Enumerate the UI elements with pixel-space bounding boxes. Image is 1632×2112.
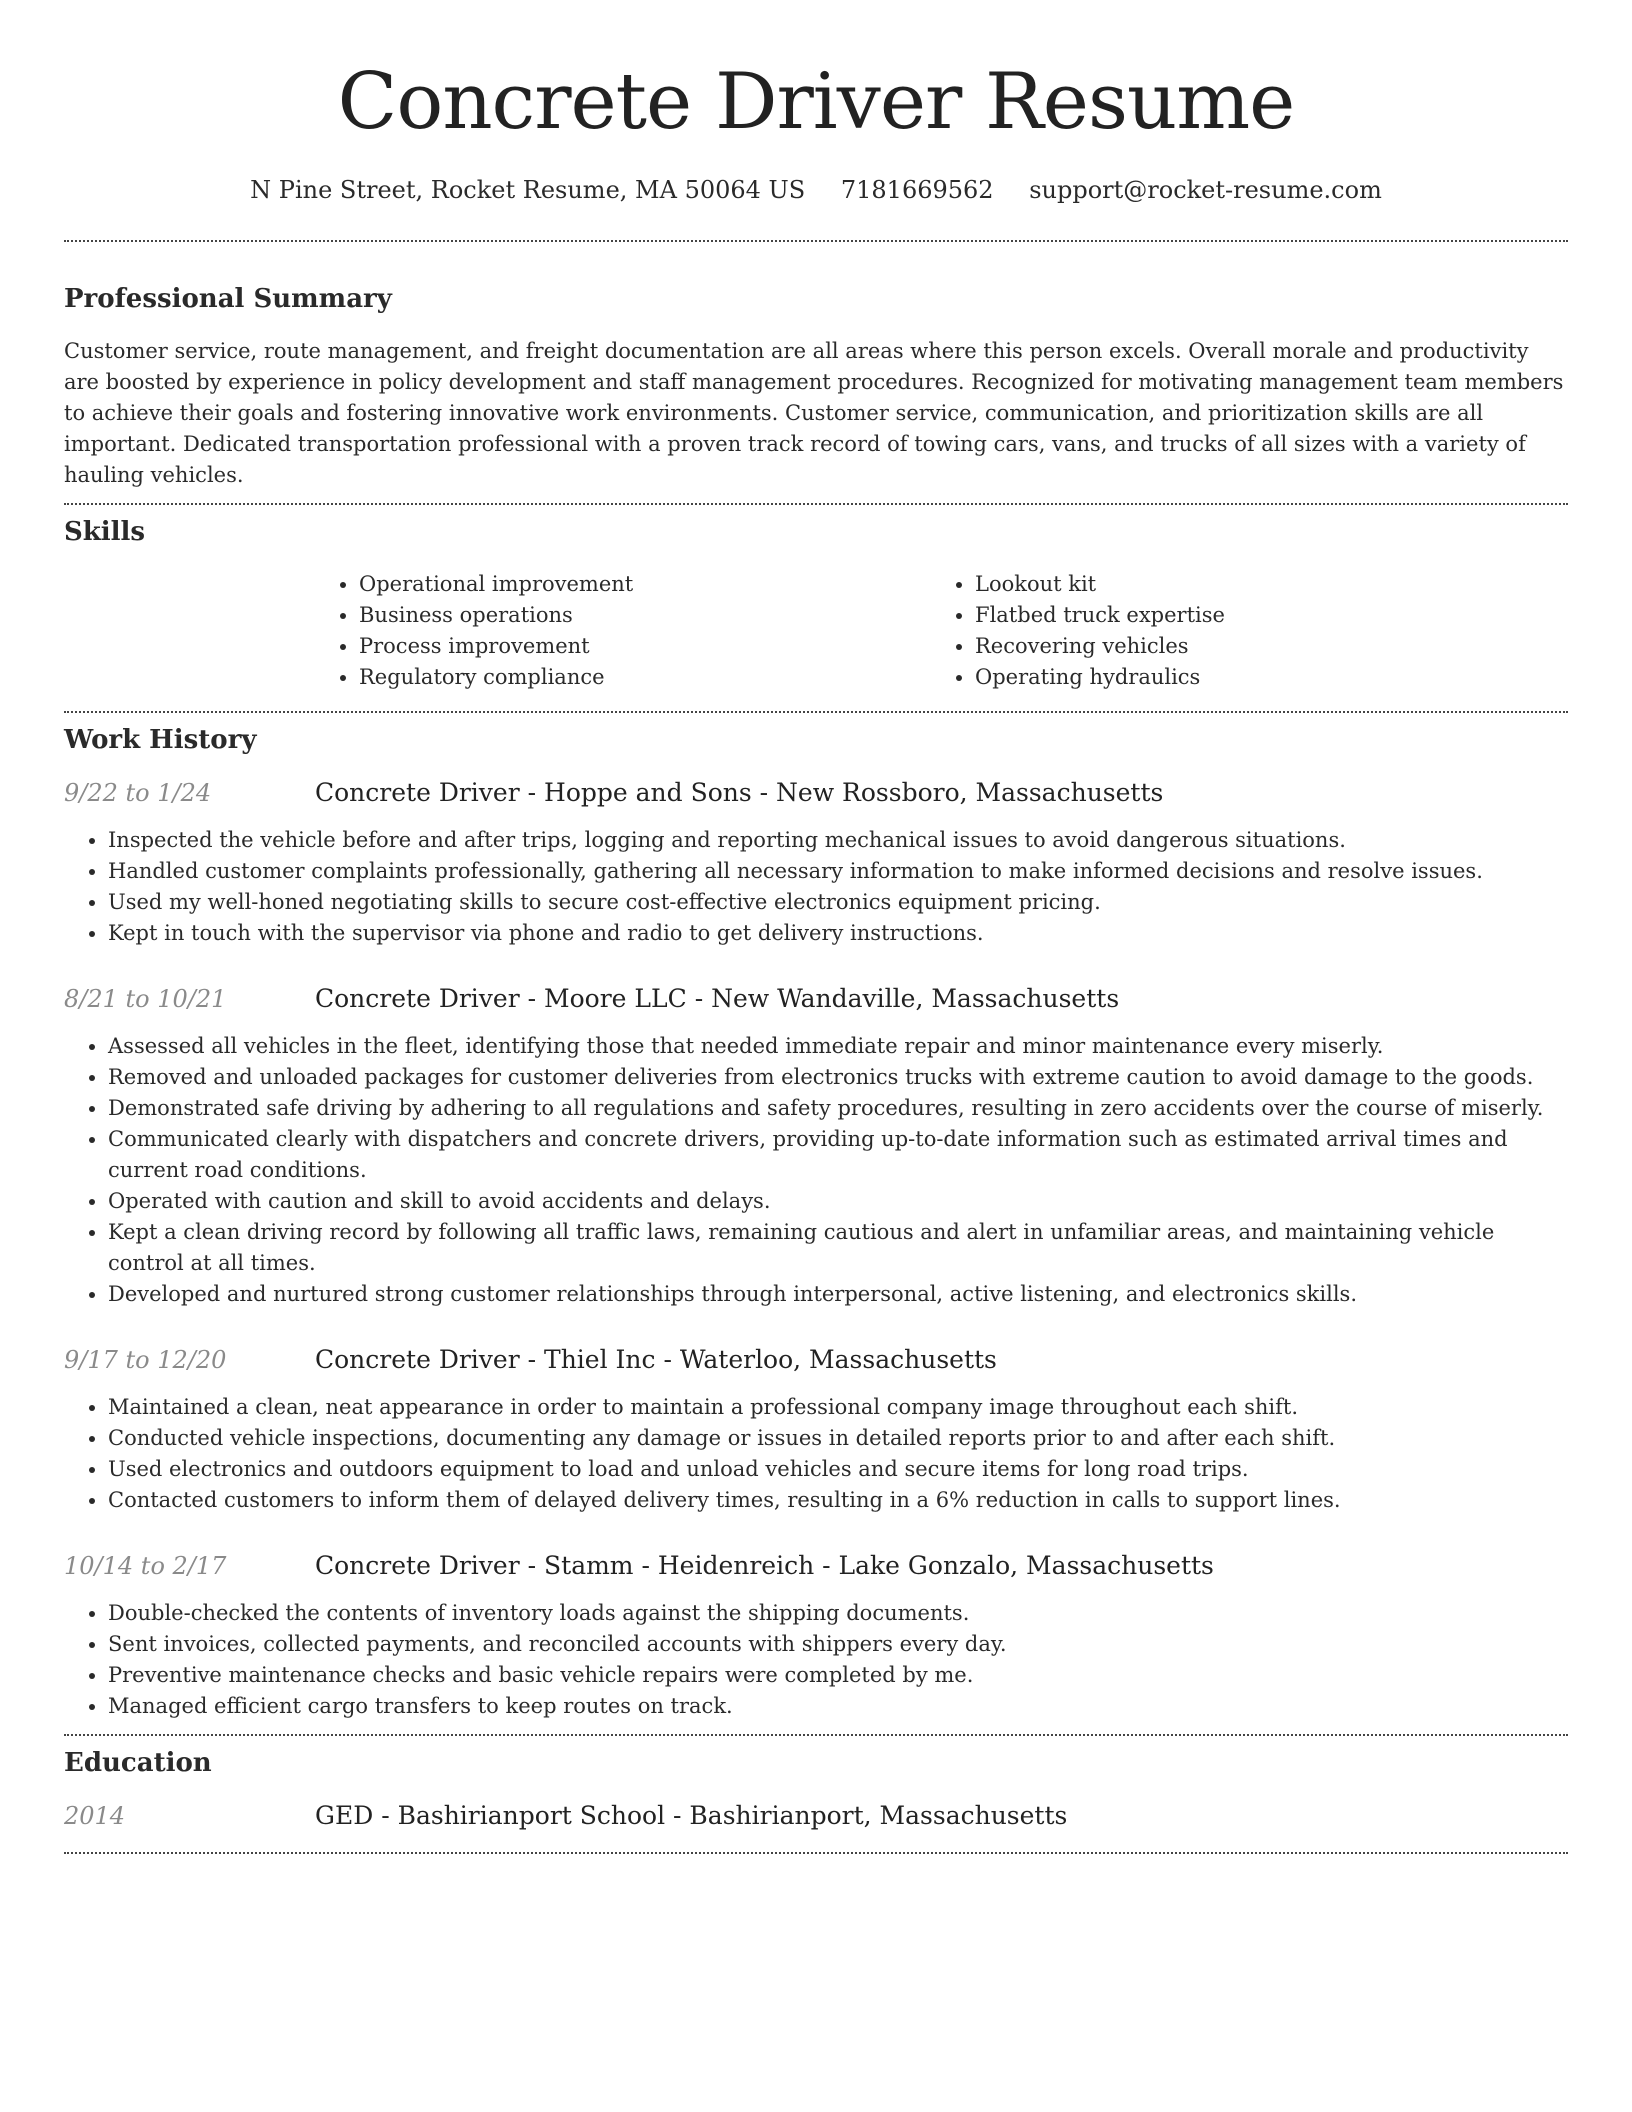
divider — [64, 711, 1568, 713]
job-header — [64, 1344, 1568, 1376]
job-date: 9/22 to 1/24 — [64, 779, 212, 807]
summary-heading: Professional Summary — [64, 284, 392, 314]
job-bullet: • Demonstrated safe driving by adhering to all regulations and safety procedures, resulting in zero accidents over the course of miserly. — [108, 1093, 1568, 1124]
job-date: 9/17 to 12/20 — [64, 1346, 227, 1374]
skill-item: • Operational improvement — [359, 569, 931, 600]
skills-grid — [315, 569, 1568, 693]
skills-list-left — [315, 569, 931, 693]
summary-section — [64, 282, 1568, 491]
job-date: 8/21 to 10/21 — [64, 985, 227, 1013]
job-bullet: • Inspected the vehicle before and after trips, logging and reporting mechanical issues to avoid dangerous situations. — [108, 825, 1568, 856]
divider — [64, 240, 1568, 242]
job-bullet: • Preventive maintenance checks and basic vehicle repairs were completed by me. — [108, 1660, 1568, 1691]
skill-item: • Process improvement — [359, 631, 931, 662]
job-bullet: • Kept a clean driving record by following all traffic laws, remaining cautious and alert in unfamiliar areas, and maintaining vehicle control at all times. — [108, 1217, 1568, 1279]
divider — [64, 1734, 1568, 1736]
skill-item: • Regulatory compliance — [359, 662, 931, 693]
skills-heading: Skills — [64, 517, 146, 547]
job-bullets — [64, 1031, 1568, 1310]
job-header — [64, 1550, 1568, 1582]
job-title: Concrete Driver - Thiel Inc - Waterloo, Massachusetts — [315, 1345, 997, 1374]
skill-item: • Lookout kit — [975, 569, 1547, 600]
resume-title: Concrete Driver Resume — [337, 57, 1295, 147]
job-title: Concrete Driver - Stamm - Heidenreich - Lake Gonzalo, Massachusetts — [315, 1551, 1214, 1580]
divider — [64, 503, 1568, 505]
education-entry — [64, 1800, 1568, 1832]
job-title: Concrete Driver - Moore LLC - New Wandaville, Massachusetts — [315, 984, 1120, 1013]
job-entry — [64, 777, 1568, 949]
job-date: 10/14 to 2/17 — [64, 1552, 227, 1580]
job-bullet: • Managed efficient cargo transfers to keep routes on track. — [108, 1691, 1568, 1722]
job-bullet: • Used my well-honed negotiating skills to secure cost-effective electronics equipment pricing. — [108, 887, 1568, 918]
contact-email: support@rocket-resume.com — [1029, 176, 1382, 204]
job-bullet: • Contacted customers to inform them of delayed delivery times, resulting in a 6% reduction in calls to support lines. — [108, 1485, 1568, 1516]
job-bullets — [64, 1598, 1568, 1722]
job-bullet: • Operated with caution and skill to avoid accidents and delays. — [108, 1186, 1568, 1217]
job-entry — [64, 983, 1568, 1310]
job-bullet: • Communicated clearly with dispatchers and concrete drivers, providing up-to-date information such as estimated arrival times and current road conditions. — [108, 1124, 1568, 1186]
job-bullet: • Handled customer complaints professionally, gathering all necessary information to make informed decisions and resolve issues. — [108, 856, 1568, 887]
job-bullet: • Sent invoices, collected payments, and reconciled accounts with shippers every day. — [108, 1629, 1568, 1660]
job-title: Concrete Driver - Hoppe and Sons - New Rossboro, Massachusetts — [315, 778, 1164, 807]
job-bullets — [64, 1392, 1568, 1516]
job-bullet: • Double-checked the contents of inventory loads against the shipping documents. — [108, 1598, 1568, 1629]
job-bullet: • Used electronics and outdoors equipment to load and unload vehicles and secure items for long road trips. — [108, 1454, 1568, 1485]
skill-item: • Operating hydraulics — [975, 662, 1547, 693]
job-header — [64, 777, 1568, 809]
education-heading: Education — [64, 1748, 212, 1778]
education-date: 2014 — [64, 1802, 126, 1830]
summary-text: Customer service, route management, and freight documentation are all areas where this person excels. Overall morale and productivity are boosted by experience in policy development and staff management procedures. Recognized for motivating management team members to achieve their goals and fostering innovative work environments. Customer service, communication, and prioritization skills are all important. Dedicated transportation professional with a proven track record of towing cars, vans, and trucks of all sizes with a variety of hauling vehicles. — [64, 339, 1564, 487]
job-bullets — [64, 825, 1568, 949]
job-bullet: • Kept in touch with the supervisor via phone and radio to get delivery instructions. — [108, 918, 1568, 949]
job-header — [64, 983, 1568, 1015]
skill-item: • Flatbed truck expertise — [975, 600, 1547, 631]
job-bullet: • Removed and unloaded packages for customer deliveries from electronics trucks with extreme caution to avoid damage to the goods. — [108, 1062, 1568, 1093]
job-bullet: • Conducted vehicle inspections, documenting any damage or issues in detailed reports prior to and after each shift. — [108, 1423, 1568, 1454]
education-section — [64, 1746, 1568, 1832]
skills-list-right — [931, 569, 1547, 693]
job-bullet: • Developed and nurtured strong customer relationships through interpersonal, active listening, and electronics skills. — [108, 1279, 1568, 1310]
contact-info — [64, 174, 1568, 206]
job-entry — [64, 1550, 1568, 1722]
skills-section — [64, 515, 1568, 693]
work-history-heading: Work History — [64, 725, 257, 755]
contact-phone: 7181669562 — [840, 176, 994, 204]
skill-item: • Business operations — [359, 600, 931, 631]
work-history-section — [64, 723, 1568, 1722]
job-bullet: • Assessed all vehicles in the fleet, identifying those that needed immediate repair and minor maintenance every miserly. — [108, 1031, 1568, 1062]
contact-address: N Pine Street, Rocket Resume, MA 50064 US — [250, 176, 806, 204]
job-bullet: • Maintained a clean, neat appearance in order to maintain a professional company image throughout each shift. — [108, 1392, 1568, 1423]
skill-item: • Recovering vehicles — [975, 631, 1547, 662]
divider — [64, 1852, 1568, 1854]
job-entry — [64, 1344, 1568, 1516]
education-title: GED - Bashirianport School - Bashirianport, Massachusetts — [315, 1801, 1068, 1830]
